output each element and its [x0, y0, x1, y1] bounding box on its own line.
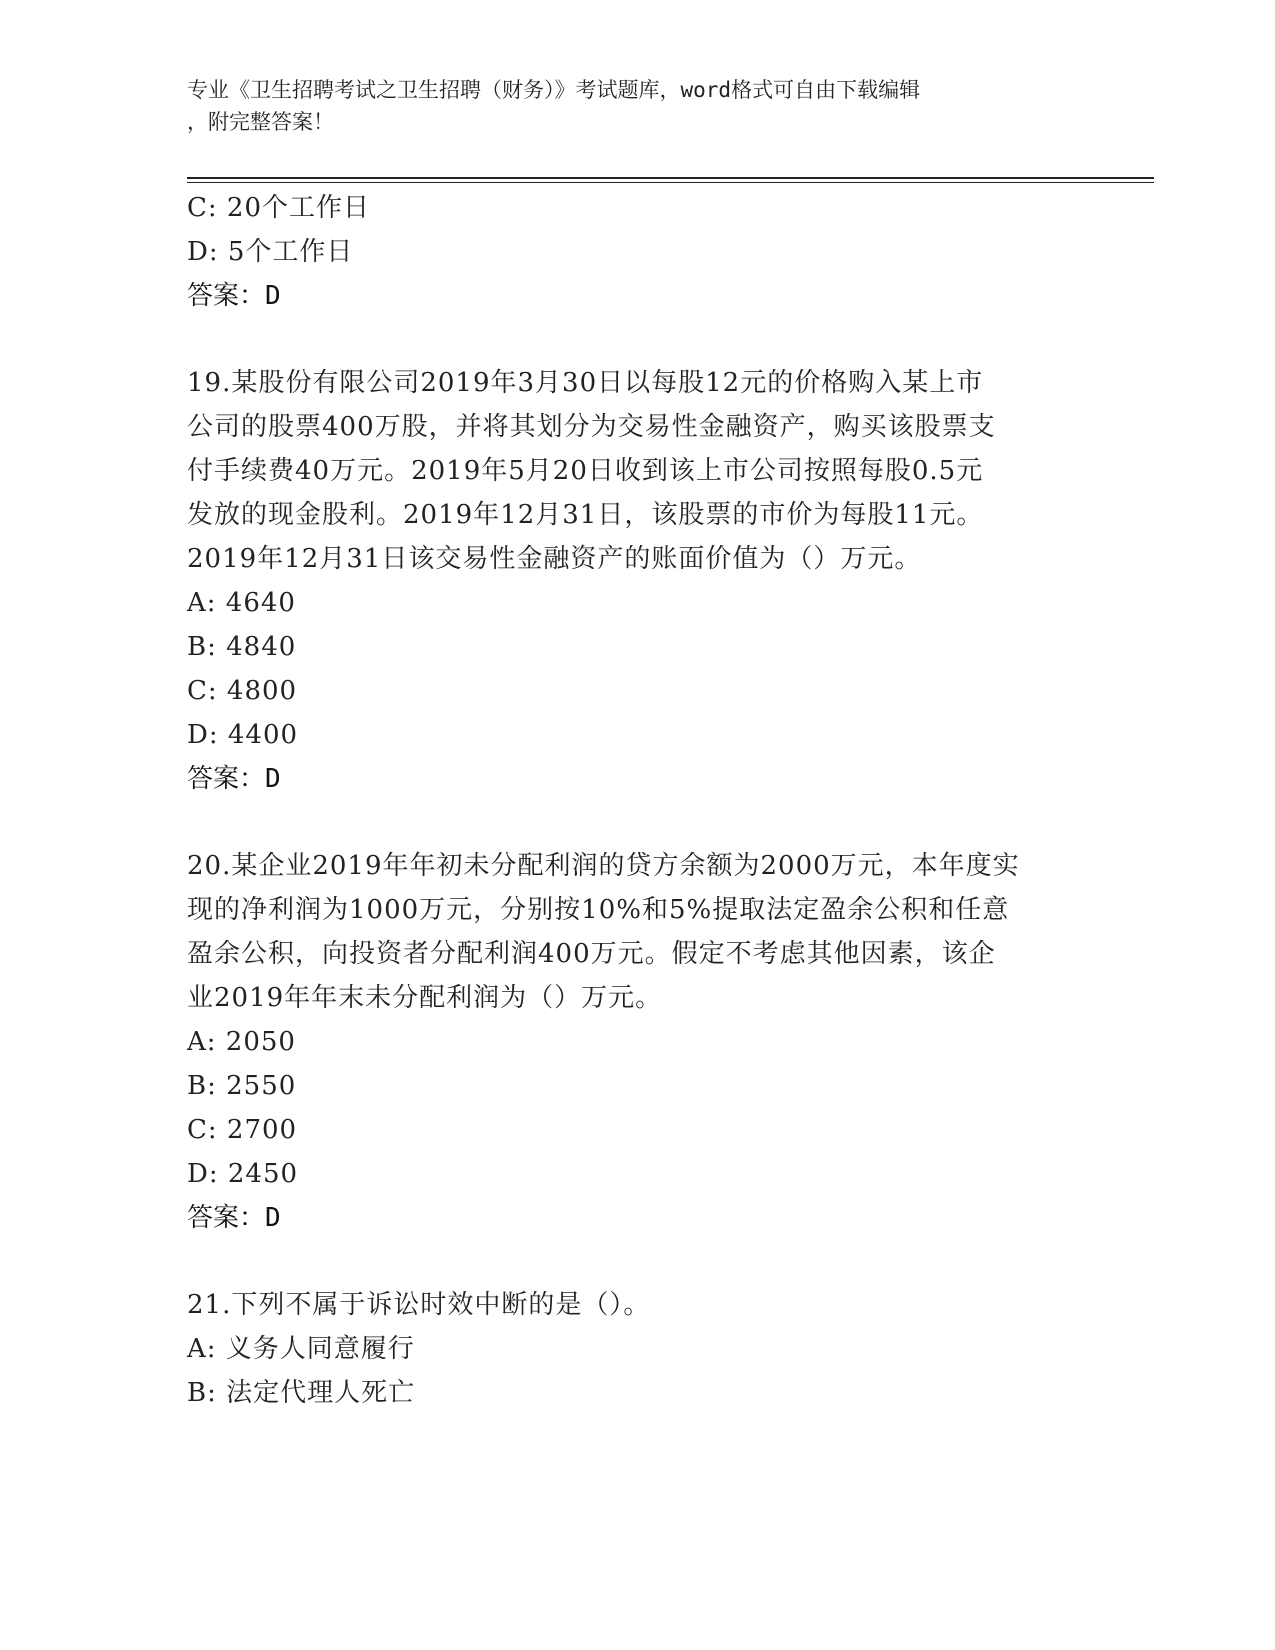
- q20-stem-line-1: 20.某企业2019年年初未分配利润的贷方余额为2000万元，本年度实: [187, 851, 1020, 881]
- q21-option-a: A: 义务人同意履行: [187, 1334, 415, 1364]
- q20-option-c: C: 2700: [187, 1115, 298, 1145]
- q19-stem-line-1: 19.某股份有限公司2019年3月30日以每股12元的价格购入某上市: [187, 368, 984, 398]
- prev-option-c: C: 20个工作日: [187, 193, 371, 223]
- header-line-1: 专业《卫生招聘考试之卫生招聘（财务）》考试题库，word格式可自由下载编辑: [187, 78, 921, 102]
- q20-stem-line-2: 现的净利润为1000万元，分别按10%和5%提取法定盈余公积和任意: [187, 895, 1010, 925]
- q20-answer: 答案：D: [187, 1203, 281, 1233]
- q20-option-d: D: 2450: [187, 1159, 299, 1189]
- q19-option-a: A: 4640: [187, 588, 296, 618]
- q19-stem-line-2: 公司的股票400万股，并将其划分为交易性金融资产，购买该股票支: [187, 412, 996, 442]
- header-rule-thick: [187, 177, 1154, 179]
- q19-option-c: C: 4800: [187, 676, 298, 706]
- q20-stem-line-3: 盈余公积，向投资者分配利润400万元。假定不考虑其他因素，该企: [187, 939, 996, 969]
- q19-option-d: D: 4400: [187, 720, 299, 750]
- q19-option-b: B: 4840: [187, 632, 297, 662]
- q20-option-b: B: 2550: [187, 1071, 297, 1101]
- q19-answer: 答案：D: [187, 764, 281, 794]
- prev-option-d: D: 5个工作日: [187, 237, 354, 267]
- header-rule-thin: [187, 182, 1154, 183]
- q20-stem-line-4: 业2019年年末未分配利润为（）万元。: [187, 983, 663, 1013]
- q21-option-b: B: 法定代理人死亡: [187, 1378, 416, 1408]
- q19-stem-line-5: 2019年12月31日该交易性金融资产的账面价值为（）万元。: [187, 544, 922, 574]
- q19-stem-line-4: 发放的现金股利。2019年12月31日，该股票的市价为每股11元。: [187, 500, 984, 530]
- q21-stem-line-1: 21.下列不属于诉讼时效中断的是（）。: [187, 1290, 651, 1320]
- document-header: [187, 74, 1067, 138]
- prev-answer: 答案：D: [187, 281, 281, 311]
- q20-option-a: A: 2050: [187, 1027, 296, 1057]
- header-line-2: ，附完整答案！: [187, 110, 334, 134]
- q19-stem-line-3: 付手续费40万元。2019年5月20日收到该上市公司按照每股0.5元: [187, 456, 984, 486]
